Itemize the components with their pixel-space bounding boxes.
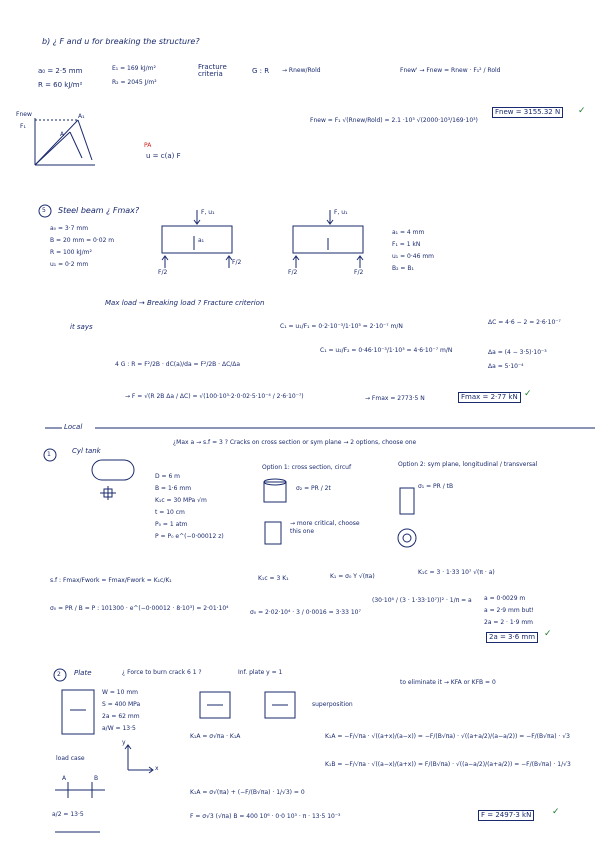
fracture-criteria-label: Fracture criteria — [198, 63, 227, 78]
beam1-a: a₁ — [198, 237, 205, 244]
f2-left-2: F/2 — [288, 269, 298, 276]
plate-inf: Inf. plate y = 1 — [238, 669, 283, 676]
fig-a: A — [60, 131, 65, 138]
kic-full: K₁c = 3 · 1·33 10⁷ √(π · a) — [418, 569, 495, 576]
f2-left-1: F/2 — [158, 269, 168, 276]
s5-right-0: a₁ = 4 mm — [392, 229, 425, 236]
check-icon: ✓ — [578, 106, 586, 116]
s5-param-0: a₀ = 3·7 mm — [50, 225, 89, 232]
load-case-label: load case — [56, 755, 85, 762]
plate-param-3: a/W = 13·5 — [102, 725, 136, 732]
a-res-2: a = 2·9 mm but! — [484, 607, 534, 614]
plate-title: Plate — [74, 669, 92, 677]
beam2-force: F, u₁ — [334, 209, 348, 216]
gr-line: 4 G : R = F²/2B · dC(a)/da = F²/2B · ΔC/Δa — [115, 361, 241, 368]
eliminate-label: to eliminate it → KFA or KFB = 0 — [400, 679, 496, 686]
local-param-4: P₀ = 1 atm — [155, 521, 188, 528]
fmax-result-1: → Fmax = 2773·5 N — [365, 395, 425, 402]
s5-right-2: u₁ = 0·46 mm — [392, 253, 435, 260]
sf-line: s.f : Fmax/Fwork = Fmax/Fwork = K₁c/K₁ — [50, 577, 172, 584]
s5-param-1: B = 20 mm = 0·02 m — [50, 237, 115, 244]
g-r-label: G : R — [252, 67, 270, 75]
opt1-eq: σ₂ = PR / 2t — [296, 485, 331, 492]
pa-label: PA — [144, 142, 152, 149]
opt2-eq: σ₁ = PR / tB — [418, 483, 454, 490]
local-param-3: t = 10 cm — [155, 509, 185, 516]
r2-value: R₂ = 2045 J/m² — [112, 79, 157, 86]
f2-right-1: F/2 — [232, 259, 242, 266]
kfa-line: K₁A = −F/√πa · √((a+x)/(a−x)) = −F/(B√πa) · √((a+a/2)/(a−a/2)) = −F/(B√πa) · √3 — [325, 733, 570, 740]
e1-value: E₁ = 169 kJ/m² — [112, 65, 156, 72]
plate-shape — [62, 690, 94, 734]
plate-param-1: S = 400 MPa — [102, 701, 141, 708]
fnew-sqrt: Fnew = F₁ √(Rnew/Rold) = 2.1 ·10³ √(2000·10³/169·10³) — [310, 117, 478, 124]
section-b-heading: b) ¿ F and u for breaking the structure? — [42, 37, 200, 46]
sigma-val: σ₀ = 2·02·10⁴ · 3 / 0·0016 = 3·33 10⁷ — [250, 609, 361, 616]
max-load-line: Max load → Breaking load ? Fracture criterion — [105, 299, 265, 307]
plate-param-2: 2a = 62 mm — [102, 713, 140, 720]
point-a-label: A — [62, 775, 67, 782]
s5-right-1: F₁ = 1 kN — [392, 241, 421, 248]
a-final: 2a = 3·6 mm — [486, 632, 538, 643]
superposition-label: superposition — [312, 701, 353, 708]
s5-param-3: u₁ = 0·2 mm — [50, 261, 89, 268]
s5-param-2: R = 100 kJ/m² — [50, 249, 92, 256]
beam1-force: F, u₁ — [201, 209, 215, 216]
it-says: it says — [70, 323, 93, 331]
local-param-0: D = 6 m — [155, 473, 181, 480]
fig-fnew: Fnew — [16, 111, 32, 118]
plate-param-0: W = 10 mm — [102, 689, 139, 696]
local-param-2: K₁c = 30 MPa √m — [155, 497, 207, 504]
s5-right-3: B₂ = B₁ — [392, 265, 414, 272]
plate-question: ¿ Force to burn crack 6 1 ? — [122, 669, 202, 676]
point-b-label: B — [94, 775, 99, 782]
fig-f1: F₁ — [20, 123, 26, 130]
local-num: 1 — [47, 451, 51, 458]
option-2: Option 2: sym plane, longitudinal / transversal — [398, 461, 538, 468]
critical-note: → more critical, choose this one — [290, 520, 360, 535]
section-5-heading: Steel beam ¿ Fmax? — [58, 206, 140, 215]
rnew-rold: → Rnew/Rold — [282, 67, 321, 74]
fnew-result: Fnew = 3155.32 N — [492, 107, 563, 118]
local-question: ¿Max a → s.f = 3 ? Cracks on cross section or sym plane → 2 options, choose one — [173, 439, 417, 446]
a-res-3: 2a = 2 · 1·9 mm — [484, 619, 534, 626]
c2-line: C₁ = u₂/F₂ = 0·46·10⁻³/1·10³ = 4·6·10⁻⁷ m/N — [320, 347, 453, 354]
sigma-line: σ₀ = PR / B = P : 101300 · e^(−0·00012 · 8·10³) = 2·01·10⁴ — [50, 605, 229, 612]
r-value: R = 60 kJ/m² — [38, 81, 83, 89]
u-eq: u = c(a) F — [146, 152, 181, 160]
k1-line: K₁ = σ₀ Y √(πa) — [330, 573, 375, 580]
check-icon: ✓ — [552, 807, 560, 817]
a0-value: a₀ = 2·5 mm — [38, 67, 83, 75]
a-res-1: a = 0·0029 m — [484, 595, 526, 602]
check-icon: ✓ — [524, 389, 532, 399]
axis-y-label: y — [122, 739, 126, 746]
kfb-line: K₁B = −F/√πa · √((a−x)/(a+x)) = F/(B√πa) · √((a−a/2)/(a+a/2)) = −F/(B√πa) · 1/√3 — [325, 761, 571, 768]
tank-shape — [92, 460, 134, 480]
plate-num: 2 — [57, 671, 61, 678]
local-param-1: B = 1·6 mm — [155, 485, 192, 492]
k1c-line: K₁c = 3 K₁ — [258, 575, 289, 582]
kia-line: K₁A = σ√πa · K₁A — [190, 733, 241, 740]
option-1: Option 1: cross section, circuf — [262, 464, 352, 471]
cyl-tank-title: Cyl tank — [72, 447, 101, 455]
a-frac: (30·10⁶ / (3 · 1·33·10⁷))² · 1/π = a — [372, 597, 472, 604]
xa-label: a/2 = 13·5 — [52, 811, 84, 818]
f-result: F = 2497·3 kN — [478, 810, 534, 821]
da2-line: Δa = 5·10⁻⁴ — [488, 363, 524, 370]
fig-a1: A₁ — [78, 113, 85, 120]
kia-sum: K₁A = σ√(πa) + (−F/(B√πa) · 1/√3) = 0 — [190, 789, 305, 796]
local-param-5: P = P₀ e^(−0·00012 z) — [155, 533, 224, 540]
f2-right-2: F/2 — [354, 269, 364, 276]
sqrt-line: → F = √(R 2B Δa / ΔC) = √(100·10³·2·0·02·5·10⁻⁴ / 2·6·10⁻⁷) — [125, 393, 304, 400]
local-heading: Local — [64, 423, 83, 431]
check-icon: ✓ — [544, 629, 552, 639]
f-line: F = σ√3 (√πa) B = 400 10⁶ · 0·0 10³ · π · 13·5 10⁻³ — [190, 813, 341, 820]
beam-1 — [162, 226, 232, 253]
fnew-eq: Fnew' → Fnew = Rnew · F₁² / Rold — [400, 67, 501, 74]
dc-line: ΔC = 4·6 − 2 = 2·6·10⁻⁷ — [488, 319, 561, 326]
fmax-result-2: Fmax = 2·77 kN — [458, 392, 521, 403]
section-5-num: 5 — [42, 207, 46, 214]
da-line: Δa = (4 − 3·5)·10⁻³ — [488, 349, 547, 356]
c1-line: C₁ = u₁/F₁ = 0·2·10⁻³/1·10³ = 2·10⁻⁷ m/N — [280, 323, 403, 330]
axis-x-label: x — [155, 765, 159, 772]
